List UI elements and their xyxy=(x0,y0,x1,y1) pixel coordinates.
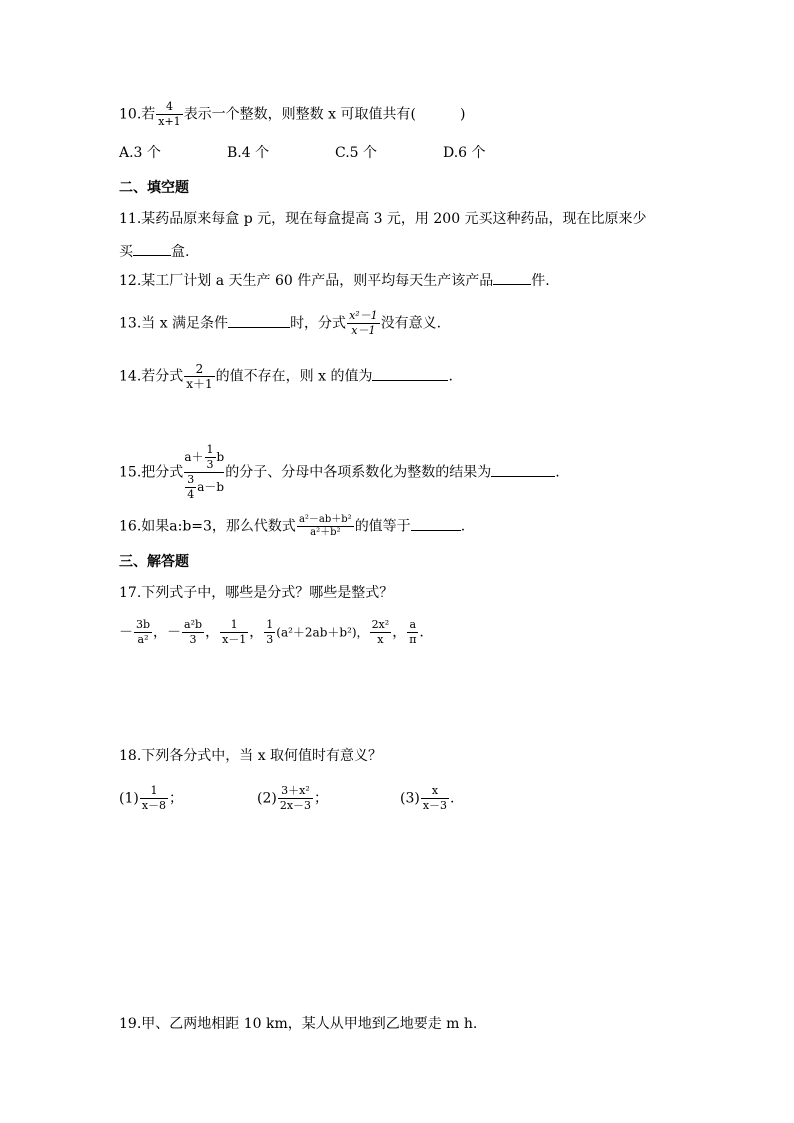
q18-p3-label: (3) xyxy=(400,790,420,807)
q14-blank xyxy=(372,366,448,381)
q17-e6-num: a xyxy=(409,618,417,631)
question-15 xyxy=(119,443,560,502)
q18-p2-num: 3＋x² xyxy=(281,784,310,797)
q10-options xyxy=(119,144,551,162)
q16-prefix: 16.如果a:b=3，那么代数式 xyxy=(119,518,296,535)
q16-suffix: . xyxy=(460,518,466,535)
q17-e3-den: x－1 xyxy=(222,633,247,646)
q15-num-b: b xyxy=(216,450,225,464)
q15-den-rest: a－b xyxy=(197,480,225,494)
q17-expr-5 xyxy=(370,618,392,647)
section-answer-title: 三、解答题 xyxy=(119,554,189,570)
q15-blank xyxy=(491,462,555,477)
question-16 xyxy=(119,514,465,539)
q12-blank xyxy=(493,270,531,285)
q10-text: 表示一个整数，则整数 x 可取值共有( xyxy=(183,106,416,123)
question-13 xyxy=(119,309,441,338)
question-14 xyxy=(119,362,453,391)
option-b: B.4 个 xyxy=(227,145,270,161)
q16-numerator: a²－ab＋b² xyxy=(298,514,352,525)
q17-expr-1 xyxy=(134,618,152,647)
q15-prefix: 15.把分式 xyxy=(119,464,184,481)
q18-p3-end: . xyxy=(450,790,455,807)
q18-p1-num: 1 xyxy=(150,784,158,797)
question-12 xyxy=(119,270,550,290)
q17-e4-tail: (a²＋2ab＋b²)， xyxy=(276,625,369,640)
q17-e1-num: 3b xyxy=(136,618,151,631)
q17-e5-den: x xyxy=(370,632,392,647)
q13-mid: 时，分式 xyxy=(290,315,347,332)
q17-sep-2: ， xyxy=(205,624,220,641)
q17-e1-sign: － xyxy=(119,624,133,641)
q15-suffix: . xyxy=(555,464,560,481)
q15-num-third xyxy=(205,443,216,472)
q18-p2-den: 2x－3 xyxy=(279,799,312,812)
q15-den-threequarter xyxy=(185,473,196,502)
q14-mid: 的值不存在，则 x 的值为 xyxy=(215,368,373,385)
q18-p3-den: x－3 xyxy=(422,799,448,812)
q14-denominator: x＋1 xyxy=(186,377,213,391)
question-18-parts xyxy=(119,784,455,813)
q18-p3-num: x xyxy=(431,784,439,797)
q17-e1-den: a² xyxy=(134,632,152,647)
option-c: C.5 个 xyxy=(335,145,378,161)
q17-e2-sign: － xyxy=(167,624,182,641)
question-17-title: 17.下列式子中，哪些是分式？哪些是整式？ xyxy=(119,585,394,601)
option-a: A.3 个 xyxy=(119,145,161,161)
q11-line2-suffix: 盒. xyxy=(171,244,190,260)
q15-denominator xyxy=(184,472,224,502)
q14-fraction xyxy=(184,362,214,391)
question-11-line1: 11.某药品原来每盒 p 元，现在每盒提高 3 元，用 200 元买这种药品，现在比原来少 xyxy=(119,211,647,227)
q17-expr-2 xyxy=(182,618,204,647)
q18-part-3 xyxy=(400,784,455,813)
q18-p1-fraction xyxy=(140,784,168,813)
q10-prefix: 10.若 xyxy=(119,106,156,123)
q11-blank xyxy=(133,241,171,256)
q17-end: . xyxy=(419,624,424,641)
q15-num-third-n: 1 xyxy=(206,443,214,456)
q13-suffix: 没有意义. xyxy=(380,315,442,332)
q17-e5-num: 2x² xyxy=(371,618,390,631)
q13-prefix: 13.当 x 满足条件 xyxy=(119,315,229,332)
q13-blank xyxy=(228,313,290,328)
q16-mid: 的值等于 xyxy=(354,518,411,535)
q18-p2-label: (2) xyxy=(257,790,277,807)
question-17-expressions xyxy=(119,618,424,647)
q14-suffix: . xyxy=(448,368,453,385)
q18-p1-label: (1) xyxy=(119,790,139,807)
q16-denominator: a²＋b² xyxy=(297,526,354,539)
q15-num-third-d: 3 xyxy=(206,458,214,471)
q12-suffix: 件. xyxy=(531,273,550,289)
q11-line2-prefix: 买 xyxy=(119,244,133,260)
q13-fraction xyxy=(347,309,380,338)
q17-sep-3: ， xyxy=(249,624,264,641)
q17-expr-4-coef xyxy=(264,618,275,647)
q18-part-1 xyxy=(119,784,257,813)
q15-den-three: 3 xyxy=(187,473,195,486)
q17-sep-5: ， xyxy=(392,624,407,641)
q13-numerator: x²－1 xyxy=(349,309,378,322)
q18-part-2 xyxy=(257,784,400,813)
q18-p1-den: x－8 xyxy=(141,799,167,812)
q18-p1-end: ； xyxy=(169,790,184,807)
q17-expr-3 xyxy=(220,618,248,647)
q15-num-a: a＋ xyxy=(184,450,204,464)
q17-e2-den: 3 xyxy=(182,632,204,647)
q15-fraction xyxy=(184,443,224,502)
q14-numerator: 2 xyxy=(195,362,204,376)
q10-denominator: x+1 xyxy=(158,115,181,128)
q17-e2-num: a²b xyxy=(184,618,203,631)
q17-e4-den: 3 xyxy=(266,633,274,646)
question-10 xyxy=(119,100,465,129)
q18-p2-end: ； xyxy=(314,790,329,807)
q10-numerator: 4 xyxy=(165,100,173,113)
question-11-line2 xyxy=(119,241,189,261)
section-fill-in-title: 二、填空题 xyxy=(119,180,189,196)
question-18-title: 18.下列各分式中，当 x 取何值时有意义？ xyxy=(119,748,383,764)
q17-e6-den: π xyxy=(409,633,417,646)
q10-close-paren: ) xyxy=(459,106,466,123)
q16-fraction xyxy=(297,514,354,539)
option-d: D.6 个 xyxy=(443,145,486,161)
q18-p2-fraction xyxy=(278,784,313,813)
q18-p3-fraction xyxy=(421,784,449,813)
q15-mid: 的分子、分母中各项系数化为整数的结果为 xyxy=(225,464,492,481)
q14-prefix: 14.若分式 xyxy=(119,368,184,385)
q17-expr-6 xyxy=(407,618,418,647)
q12-text: 12.某工厂计划 a 天生产 60 件产品，则平均每天生产该产品 xyxy=(119,273,494,289)
q10-fraction xyxy=(156,100,182,129)
q15-den-four: 4 xyxy=(187,488,195,501)
q16-blank xyxy=(411,516,461,531)
question-19: 19.甲、乙两地相距 10 km，某人从甲地到乙地要走 m h. xyxy=(119,1016,478,1032)
q17-e3-num: 1 xyxy=(230,618,238,631)
q17-sep-1: ， xyxy=(153,624,168,641)
q15-numerator xyxy=(184,443,224,472)
q17-e4-num: 1 xyxy=(266,618,274,631)
q13-denominator: x－1 xyxy=(347,323,380,338)
